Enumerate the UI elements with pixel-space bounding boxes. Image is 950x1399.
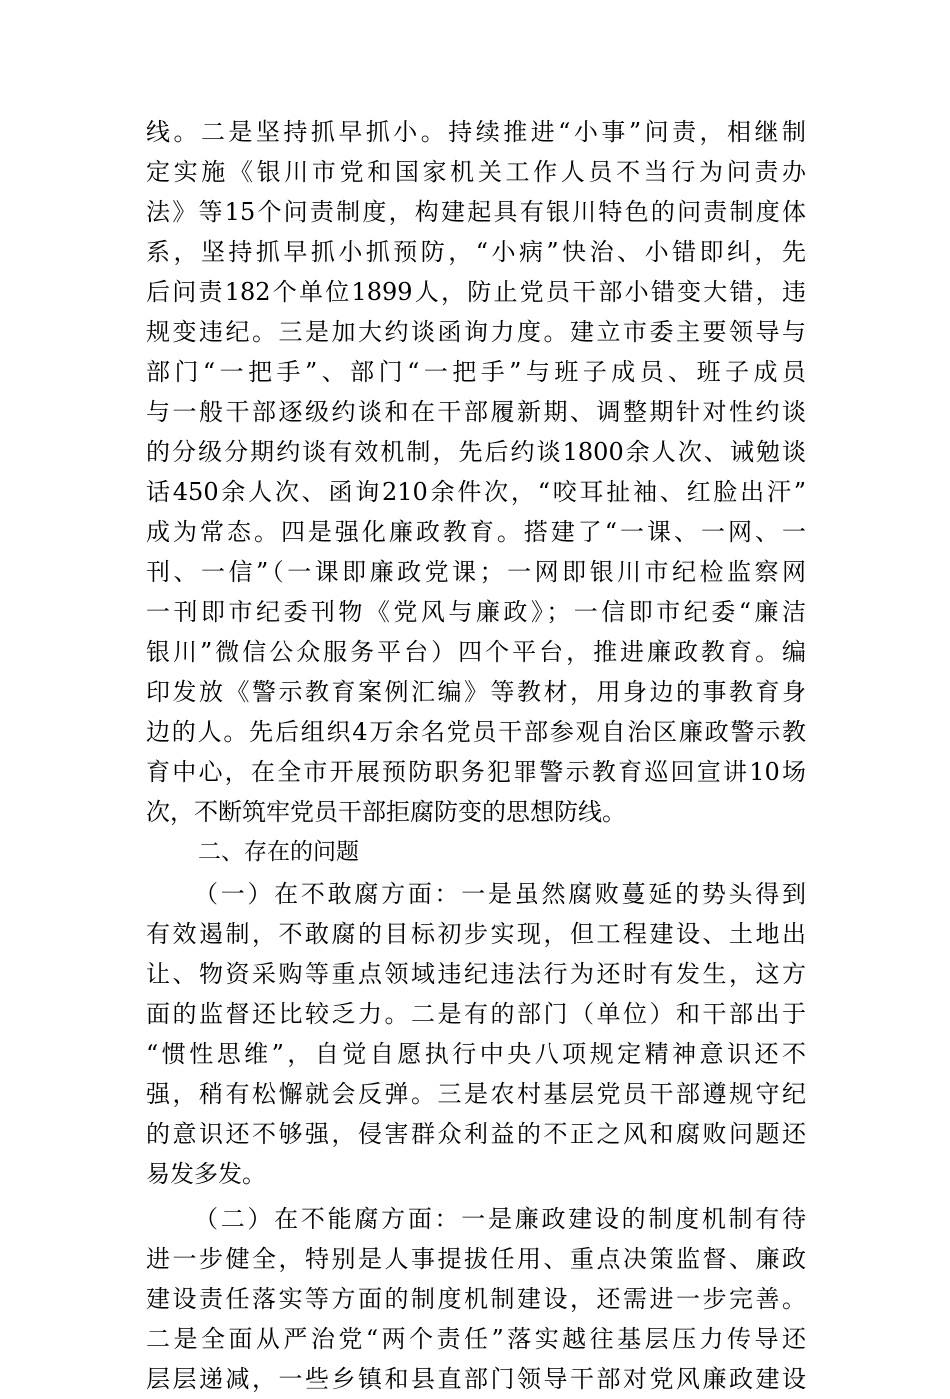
body-line: 的分级分期约谈有效机制，先后约谈1800余人次、诫勉谈 (146, 438, 806, 466)
body-line: 育中心，在全市开展预防职务犯罪警示教育巡回宣讲10场 (146, 758, 806, 786)
body-line: 刊、一信”（一课即廉政党课；一网即银川市纪检监察网 (146, 558, 806, 586)
paragraph-end-line: 次，不断筑牢党员干部拒腐防变的思想防线。 (146, 798, 626, 826)
body-line: 成为常态。四是强化廉政教育。搭建了“一课、一网、一 (146, 518, 806, 546)
section-heading: 二、存在的问题 (198, 839, 359, 865)
body-line: 一刊即市纪委刊物《党风与廉政》；一信即市纪委“廉洁 (146, 598, 806, 626)
body-line: 线。二是坚持抓早抓小。持续推进“小事”问责，相继制 (146, 118, 806, 146)
body-line: 部门“一把手”、部门“一把手”与班子成员、班子成员 (146, 358, 806, 386)
body-line: 建设责任落实等方面的制度机制建设，还需进一步完善。 (146, 1285, 806, 1313)
body-line: “惯性思维”，自觉自愿执行中央八项规定精神意识还不 (146, 1040, 806, 1068)
document-body (146, 112, 806, 1399)
body-line: 定实施《银川市党和国家机关工作人员不当行为问责办 (146, 158, 806, 186)
body-line: 边的人。先后组织4万余名党员干部参观自治区廉政警示教 (146, 718, 806, 746)
body-line: 二是全面从严治党“两个责任”落实越往基层压力传导还 (146, 1325, 806, 1353)
body-line: 法》等15个问责制度，构建起具有银川特色的问责制度体 (146, 198, 806, 226)
body-line: 后问责182个单位1899人，防止党员干部小错变大错，违 (146, 278, 806, 306)
body-line: 的意识还不够强，侵害群众利益的不正之风和腐败问题还 (146, 1120, 806, 1148)
body-line: 银川”微信公众服务平台）四个平台，推进廉政教育。编 (146, 638, 806, 666)
body-line: 话450余人次、函询210余件次，“咬耳扯袖、红脸出汗” (146, 478, 806, 506)
body-line: 有效遏制，不敢腐的目标初步实现，但工程建设、土地出 (146, 920, 806, 948)
body-line: 印发放《警示教育案例汇编》等教材，用身边的事教育身 (146, 678, 806, 706)
paragraph-first-line: （二）在不能腐方面：一是廉政建设的制度机制有待 (194, 1205, 806, 1233)
paragraph-end-line: 易发多发。 (146, 1160, 266, 1188)
body-line: 系，坚持抓早抓小抓预防，“小病”快治、小错即纠，先 (146, 238, 806, 266)
body-line: 强，稍有松懈就会反弹。三是农村基层党员干部遵规守纪 (146, 1080, 806, 1108)
body-line: 层层递减，一些乡镇和县直部门领导干部对党风廉政建设 (146, 1365, 806, 1393)
paragraph-first-line: （一）在不敢腐方面：一是虽然腐败蔓延的势头得到 (194, 880, 806, 908)
body-line: 进一步健全，特别是人事提拔任用、重点决策监督、廉政 (146, 1245, 806, 1273)
body-line: 与一般干部逐级约谈和在干部履新期、调整期针对性约谈 (146, 398, 806, 426)
body-line: 让、物资采购等重点领域违纪违法行为还时有发生，这方 (146, 960, 806, 988)
body-line: 规变违纪。三是加大约谈函询力度。建立市委主要领导与 (146, 318, 806, 346)
body-line: 面的监督还比较乏力。二是有的部门（单位）和干部出于 (146, 1000, 806, 1028)
